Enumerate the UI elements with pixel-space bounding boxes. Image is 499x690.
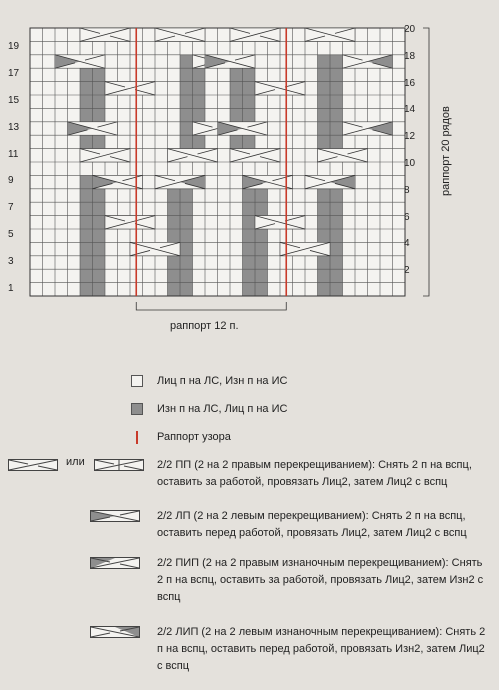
legend-2-2-right-purl-cross-text: 2/2 ПИП (2 на 2 правым изнаночным перекрещиванием): Снять 2 п на вспц, оставить за работой, провязать Лиц2, затем Изн2 с вспц [157,557,484,603]
cable-2-2-left-icon [90,510,140,522]
cable-2-2-right-alt-icon [94,459,144,471]
legend-2-2-right-cross-text: 2/2 ПП (2 на 2 правым перекрещиванием): Снять 2 п на вспц, оставить за работой, провязать Лиц2, затем Лиц2 с вспц [157,459,472,488]
cable-2-2-right-purl-icon [90,557,140,569]
row-number-left: 3 [8,255,14,267]
legend-purl-text: Изн п на ЛС, Лиц п на ИС [157,403,288,415]
row-number-right: 2 [404,265,410,277]
or-label: или [66,456,85,468]
row-number-left: 5 [8,229,14,240]
legend-2-2-left-cross-text: 2/2 ЛП (2 на 2 левым перекрещиванием): Снять 2 п на вспц, оставить перед работой, провязать Лиц2, затем Лиц2 с вспц [157,510,467,539]
row-number-right: 8 [404,184,410,196]
red-line-icon [136,431,138,444]
repeat-rows-label: раппорт 20 рядов [440,106,452,196]
row-number-left: 11 [8,148,19,160]
legend-knit-text: Лиц п на ЛС, Изн п на ИС [157,375,288,387]
row-number-left: 19 [8,41,20,53]
row-number-right: 18 [404,50,416,62]
row-number-left: 7 [8,202,14,214]
row-number-left: 9 [8,175,14,187]
gray-square-icon [131,403,143,415]
row-number-left: 1 [8,282,14,294]
row-number-left: 13 [8,121,20,133]
row-number-right: 6 [404,211,410,223]
legend-2-2-left-purl-cross-text: 2/2 ЛИП (2 на 2 левым изнаночным перекрещиванием): Снять 2 п на вспц, оставить перед работой, провязать Изн2, затем Лиц2 с вспц [157,626,486,672]
white-square-icon [131,375,143,387]
row-number-right: 4 [404,238,410,250]
row-number-left: 15 [8,95,20,106]
row-number-right: 20 [404,24,416,35]
row-number-left: 17 [8,68,20,80]
cable-2-2-left-purl-icon [90,626,140,638]
repeat-stitches-label: раппорт 12 п. [170,320,239,332]
row-number-right: 16 [404,77,416,89]
cable-2-2-right-icon [8,459,58,471]
legend-repeat-text: Раппорт узора [157,431,231,443]
stitches-bracket [136,302,286,310]
row-number-right: 10 [404,158,416,169]
row-number-right: 12 [404,131,416,143]
row-number-right: 14 [404,104,416,116]
